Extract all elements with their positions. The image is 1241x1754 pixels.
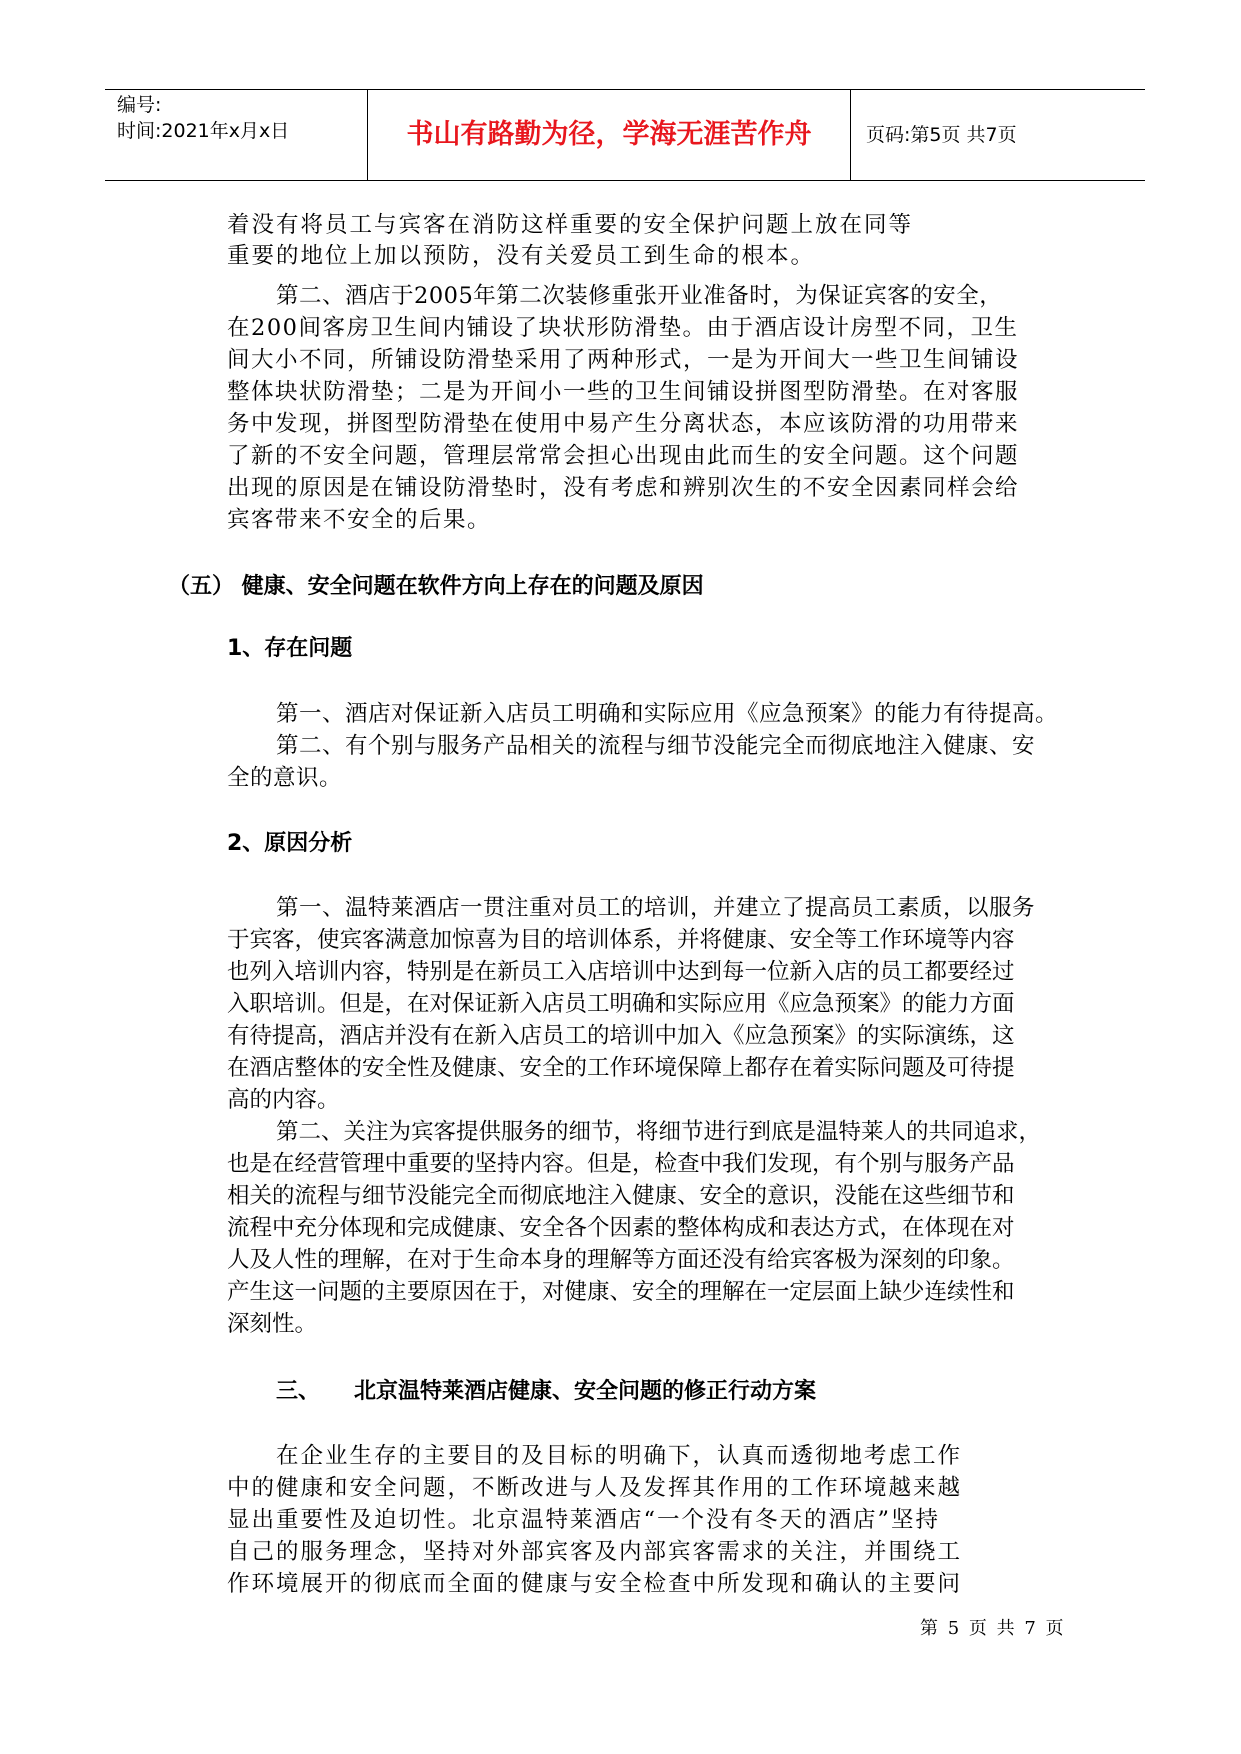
page-footer-number: 第 5 页 共 7 页 xyxy=(920,1618,1066,1639)
paragraph-line: 务中发现，拼图型防滑垫在使用中易产生分离状态，本应该防滑的功用带来 xyxy=(227,411,1020,437)
paragraph-line: 在200间客房卫生间内铺设了块状形防滑垫。由于酒店设计房型不同，卫生 xyxy=(227,315,1019,341)
paragraph-line: 也是在经营管理中重要的坚持内容。但是，检查中我们发现，有个别与服务产品 xyxy=(227,1151,1015,1177)
document-code-label: 编号: xyxy=(117,94,162,116)
header-motto: 书山有路勤为径，学海无涯苦作舟 xyxy=(406,119,812,150)
paragraph-line: 第一、温特莱酒店一贯注重对员工的培训，并建立了提高员工素质，以服务 xyxy=(276,895,1036,921)
paragraph-line: 在企业生存的主要目的及目标的明确下，认真而透彻地考虑工作 xyxy=(276,1443,963,1469)
paragraph-line: 全的意识。 xyxy=(227,765,343,791)
paragraph-line: 着没有将员工与宾客在消防这样重要的安全保护问题上放在同等 xyxy=(227,212,914,238)
paragraph-line: 整体块状防滑垫；二是为开间小一些的卫生间铺设拼图型防滑垫。在对客服 xyxy=(227,379,1020,405)
subsection-heading: 1、存在问题 xyxy=(227,636,353,661)
header-info-cell xyxy=(105,90,368,180)
header-motto-cell xyxy=(368,90,851,180)
paragraph-line: 在酒店整体的安全性及健康、安全的工作环境保障上都存在着实际问题及可待提 xyxy=(227,1055,1015,1081)
paragraph-line: 流程中充分体现和完成健康、安全各个因素的整体构成和表达方式，在体现在对 xyxy=(227,1215,1015,1241)
paragraph-line: 也列入培训内容，特别是在新员工入店培训中达到每一位新入店的员工都要经过 xyxy=(227,959,1015,985)
paragraph-line: 第一、酒店对保证新入店员工明确和实际应用《应急预案》的能力有待提高。 xyxy=(276,701,1059,727)
paragraph-line: 自己的服务理念，坚持对外部宾客及内部宾客需求的关注，并围绕工 xyxy=(227,1539,963,1565)
paragraph-line: 中的健康和安全问题，不断改进与人及发挥其作用的工作环境越来越 xyxy=(227,1475,963,1501)
paragraph-line: 有待提高，酒店并没有在新入店员工的培训中加入《应急预案》的实际演练，这 xyxy=(227,1023,1015,1049)
paragraph-line: 显出重要性及迫切性。北京温特莱酒店“一个没有冬天的酒店”坚持 xyxy=(227,1507,941,1533)
paragraph-line: 重要的地位上加以预防，没有关爱员工到生命的根本。 xyxy=(227,243,816,269)
paragraph-line: 相关的流程与细节没能完全而彻底地注入健康、安全的意识，没能在这些细节和 xyxy=(227,1183,1015,1209)
paragraph-line: 第二、有个别与服务产品相关的流程与细节没能完全而彻底地注入健康、安 xyxy=(276,733,1036,759)
header-page-number: 页码:第5页 共7页 xyxy=(866,124,1017,146)
paragraph-line: 入职培训。但是，在对保证新入店员工明确和实际应用《应急预案》的能力方面 xyxy=(227,991,1015,1017)
paragraph-line: 产生这一问题的主要原因在于，对健康、安全的理解在一定层面上缺少连续性和 xyxy=(227,1279,1015,1305)
paragraph-line: 第二、酒店于2005年第二次装修重张开业准备时，为保证宾客的安全， xyxy=(276,283,1003,309)
paragraph-line: 第二、关注为宾客提供服务的细节，将细节进行到底是温特莱人的共同追求， xyxy=(276,1119,1042,1145)
section-heading: 北京温特莱酒店健康、安全问题的修正行动方案 xyxy=(354,1379,817,1404)
paragraph-line: 出现的原因是在铺设防滑垫时，没有考虑和辨别次生的不安全因素同样会给 xyxy=(227,475,1020,501)
paragraph-line: 人及人性的理解，在对于生命本身的理解等方面还没有给宾客极为深刻的印象。 xyxy=(227,1247,1015,1273)
paragraph-line: 作环境展开的彻底而全面的健康与安全检查中所发现和确认的主要问 xyxy=(227,1571,963,1597)
section-heading: （五） 健康、安全问题在软件方向上存在的问题及原因 xyxy=(168,574,704,599)
paragraph-line: 于宾客，使宾客满意加惊喜为目的培训体系，并将健康、安全等工作环境等内容 xyxy=(227,927,1015,953)
paragraph-line: 了新的不安全问题，管理层常常会担心出现由此而生的安全问题。这个问题 xyxy=(227,443,1020,469)
header-page-cell xyxy=(851,90,1145,180)
paragraph-line: 间大小不同，所铺设防滑垫采用了两种形式，一是为开间大一些卫生间铺设 xyxy=(227,347,1020,373)
document-time-label: 时间:2021年x月x日 xyxy=(117,120,290,142)
paragraph-line: 深刻性。 xyxy=(227,1311,318,1337)
section-number: 三、 xyxy=(276,1379,321,1404)
paragraph-line: 宾客带来不安全的后果。 xyxy=(227,507,492,533)
subsection-heading: 2、原因分析 xyxy=(227,831,353,856)
paragraph-line: 高的内容。 xyxy=(227,1087,340,1113)
page-header xyxy=(105,89,1145,181)
